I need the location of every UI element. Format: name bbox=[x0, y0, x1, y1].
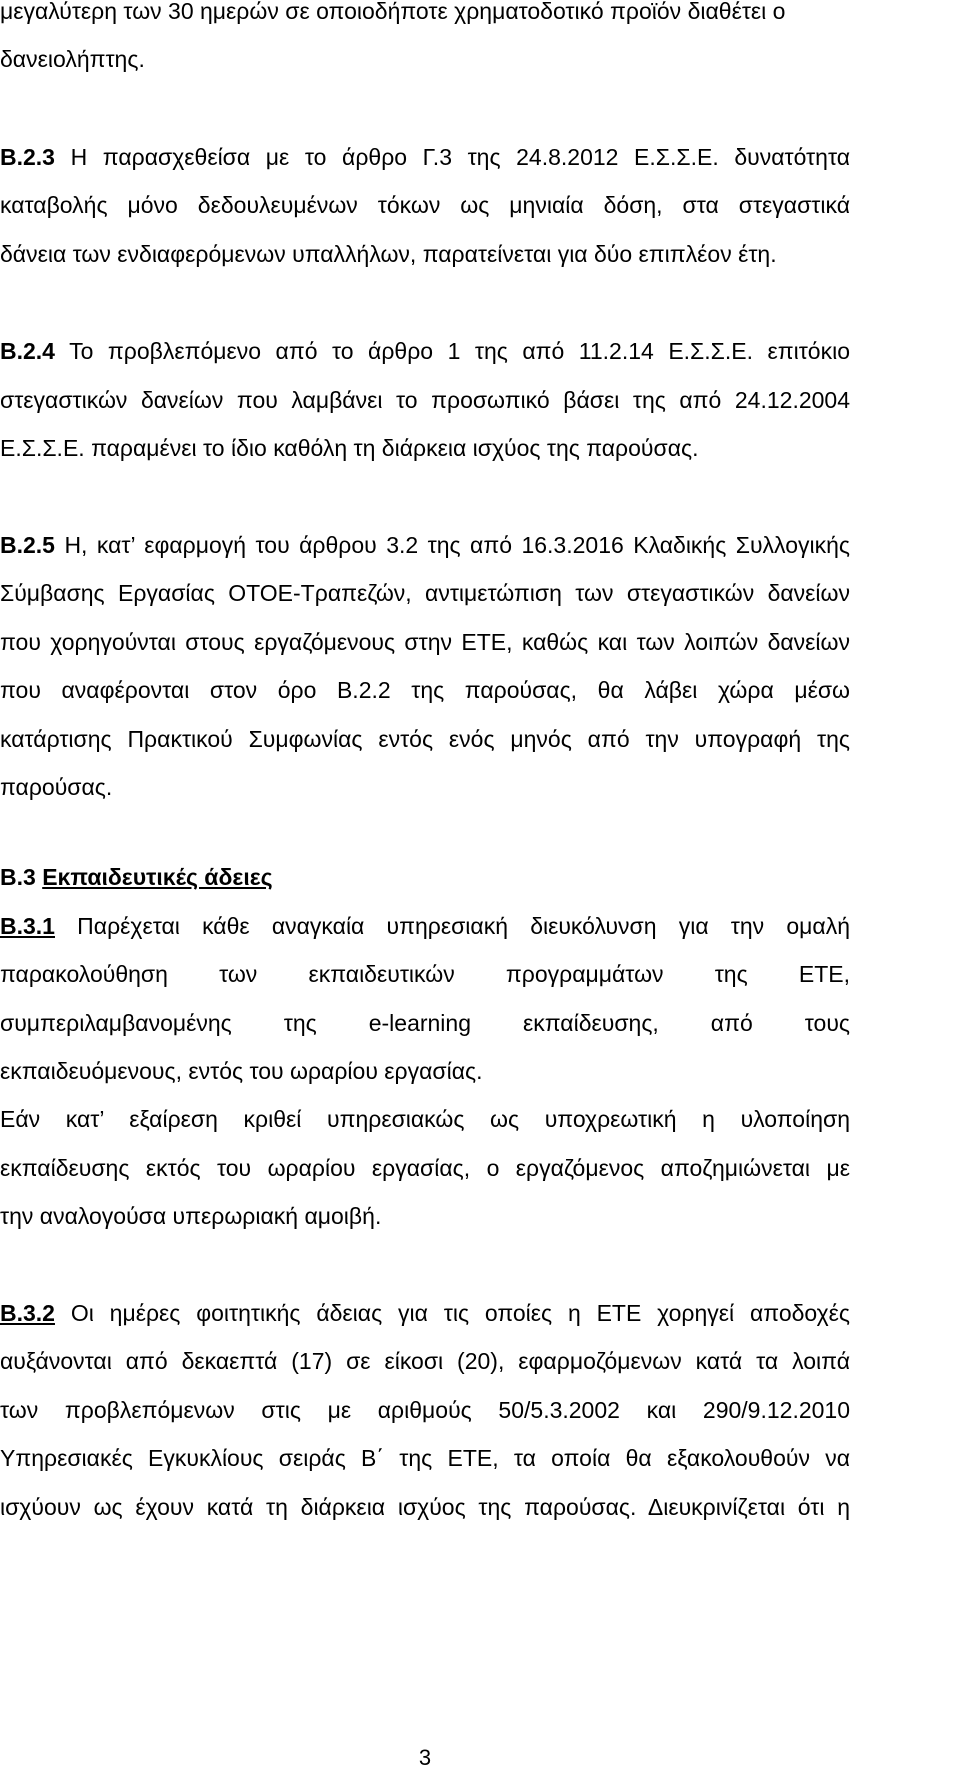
paragraph-line: δάνεια των ενδιαφερόμενων υπαλλήλων, παρατείνεται για δύο επιπλέον έτη. bbox=[0, 241, 777, 267]
clause-b24: Β.2.4 Το προβλεπόμενο από το άρθρο 1 της από 11.2.14 Ε.Σ.Σ.Ε. επιτόκιο bbox=[0, 338, 850, 364]
paragraph-line: εκπαίδευσης εκτός του ωραρίου εργασίας, ο εργαζόμενος αποζημιώνεται με bbox=[0, 1155, 850, 1181]
paragraph-line: δανειολήπτης. bbox=[0, 46, 145, 72]
paragraph-line: παρούσας. bbox=[0, 774, 113, 800]
paragraph-line: ισχύουν ως έχουν κατά τη διάρκεια ισχύος της παρούσας. Διευκρινίζεται ότι η bbox=[0, 1494, 850, 1520]
section-title: Εκπαιδευτικές άδειες bbox=[42, 864, 273, 890]
paragraph-line: που χορηγούνται στους εργαζόμενους στην ΕΤΕ, καθώς και των λοιπών δανείων bbox=[0, 629, 850, 655]
clause-b31: Β.3.1 Παρέχεται κάθε αναγκαία υπηρεσιακή διευκόλυνση για την ομαλή bbox=[0, 913, 850, 939]
paragraph-line: στεγαστικών δανείων που λαμβάνει το προσωπικό βάσει της από 24.12.2004 bbox=[0, 387, 850, 413]
paragraph-line: κατάρτισης Πρακτικού Συμφωνίας εντός ενός μηνός από την υπογραφή της bbox=[0, 726, 850, 752]
paragraph-line: Εάν κατ’ εξαίρεση κριθεί υπηρεσιακώς ως υποχρεωτική η υλοποίηση bbox=[0, 1106, 850, 1132]
clause-b32: Β.3.2 Οι ημέρες φοιτητικής άδειας για τις οποίες η ΕΤΕ χορηγεί αποδοχές bbox=[0, 1300, 850, 1326]
paragraph-line: Σύμβασης Εργασίας ΟΤΟΕ-Τραπεζών, αντιμετώπιση των στεγαστικών δανείων bbox=[0, 580, 850, 606]
paragraph-line: εκπαιδευόμενους, εντός του ωραρίου εργασίας. bbox=[0, 1058, 483, 1084]
paragraph-line: παρακολούθηση των εκπαιδευτικών προγραμμάτων της ΕΤΕ, bbox=[0, 961, 850, 987]
paragraph-line: που αναφέρονται στον όρο Β.2.2 της παρούσας, θα λάβει χώρα μέσω bbox=[0, 677, 850, 703]
paragraph-line: μεγαλύτερη των 30 ημερών σε οποιοδήποτε χρηματοδοτικό προϊόν διαθέτει ο bbox=[0, 0, 786, 24]
clause-b25: Β.2.5 Η, κατ’ εφαρμογή του άρθρου 3.2 της από 16.3.2016 Κλαδικής Συλλογικής bbox=[0, 532, 850, 558]
paragraph-line: των προβλεπόμενων στις με αριθμούς 50/5.3.2002 και 290/9.12.2010 bbox=[0, 1397, 850, 1423]
paragraph-line: Ε.Σ.Σ.Ε. παραμένει το ίδιο καθόλη τη διάρκεια ισχύος της παρούσας. bbox=[0, 435, 699, 461]
clause-number: Β.3.1 bbox=[0, 913, 55, 939]
paragraph-line: καταβολής μόνο δεδουλευμένων τόκων ως μηνιαία δόση, στα στεγαστικά bbox=[0, 192, 850, 218]
paragraph-line: αυξάνονται από δεκαεπτά (17) σε είκοσι (20), εφαρμοζόμενων κατά τα λοιπά bbox=[0, 1348, 850, 1374]
clause-number: Β.2.3 bbox=[0, 144, 55, 170]
paragraph-line: συμπεριλαμβανομένης της e-learning εκπαίδευσης, από τους bbox=[0, 1010, 850, 1036]
paragraph-line: την αναλογούσα υπερωριακή αμοιβή. bbox=[0, 1203, 382, 1229]
clause-b23: Β.2.3 Η παρασχεθείσα με το άρθρο Γ.3 της 24.8.2012 Ε.Σ.Σ.Ε. δυνατότητα bbox=[0, 144, 850, 170]
page-number: 3 bbox=[418, 1745, 432, 1770]
clause-number: Β.2.5 bbox=[0, 532, 55, 558]
clause-number: Β.2.4 bbox=[0, 338, 55, 364]
paragraph-line: Υπηρεσιακές Εγκυκλίους σειράς Β΄ της ΕΤΕ, τα οποία θα εξακολουθούν να bbox=[0, 1445, 850, 1471]
clause-number: Β.3.2 bbox=[0, 1300, 55, 1326]
section-heading: Β.3 Εκπαιδευτικές άδειες bbox=[0, 864, 273, 890]
